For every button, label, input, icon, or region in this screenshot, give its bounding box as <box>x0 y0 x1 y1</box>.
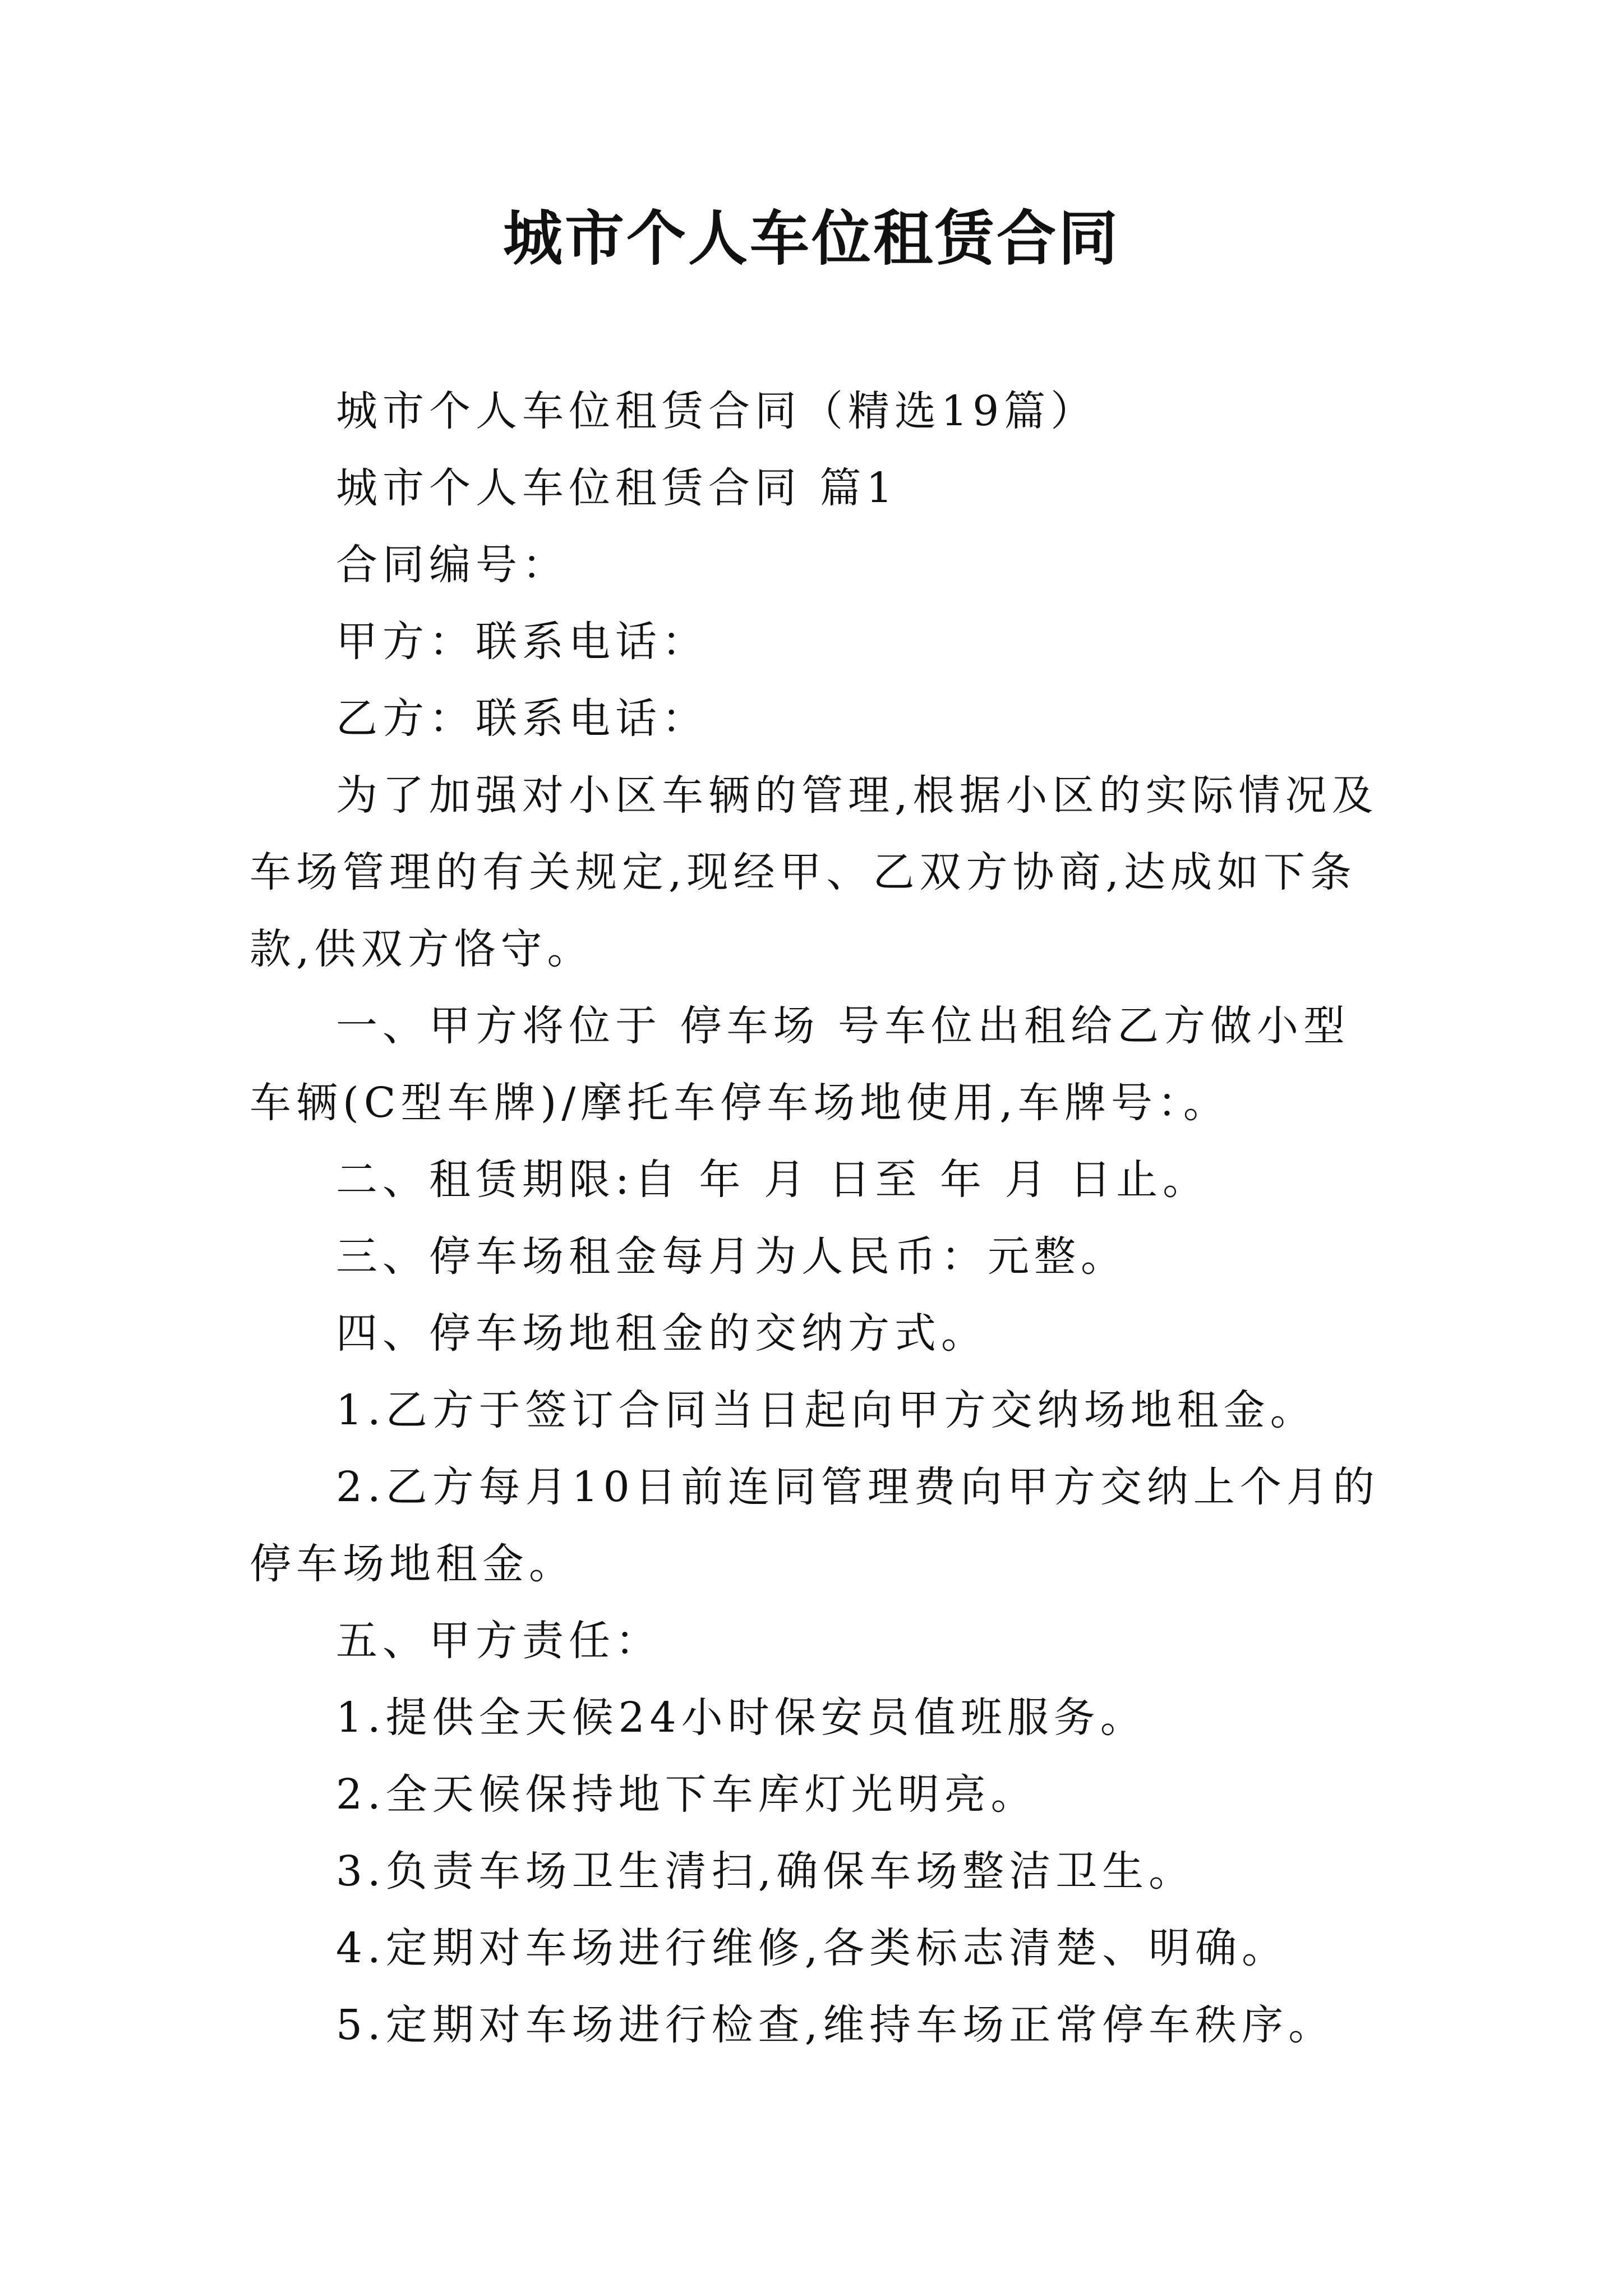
paragraph-clause-5-item-5: 5.定期对车场进行检查,维持车场正常停车秩序。 <box>336 2001 1335 2049</box>
document-title: 城市个人车位租赁合同 <box>503 203 1120 273</box>
paragraph-clause-5: 五、甲方责任： <box>336 1617 662 1665</box>
paragraph-clause-1: 一、甲方将位于 停车场 号车位出租给乙方做小型车辆(C型车牌)/摩托车停车场地使用,车牌号：。 <box>250 1002 1350 1127</box>
paragraph-clause-5-item-3: 3.负责车场卫生清扫,确保车场整洁卫生。 <box>336 1847 1196 1895</box>
paragraph-party-b: 乙方：联系电话： <box>336 694 708 743</box>
paragraph-clause-4-item-2: 2.乙方每月10日前连同管理费向甲方交纳上个月的停车场地租金。 <box>250 1463 1380 1588</box>
paragraph-clause-4-item-1: 1.乙方于签订合同当日起向甲方交纳场地租金。 <box>336 1386 1317 1434</box>
paragraph-clause-5-item-1: 1.提供全天候24小时保安员值班服务。 <box>336 1694 1147 1742</box>
paragraph-party-a: 甲方：联系电话： <box>336 618 708 666</box>
paragraph-clause-4: 四、停车场地租金的交纳方式。 <box>336 1309 988 1358</box>
paragraph-clause-3: 三、停车场租金每月为人民币：元整。 <box>336 1232 1127 1281</box>
paragraph-subtitle: 城市个人车位租赁合同（精选19篇） <box>336 387 1098 435</box>
paragraph-contract-number: 合同编号： <box>336 541 569 589</box>
paragraph-preamble: 为了加强对小区车辆的管理,根据小区的实际情况及车场管理的有关规定,现经甲、乙双方协商,达成如下条款,供双方恪守。 <box>250 771 1378 973</box>
paragraph-section-heading: 城市个人车位租赁合同 篇1 <box>336 464 898 512</box>
paragraph-clause-5-item-2: 2.全天候保持地下车库灯光明亮。 <box>336 1770 1038 1819</box>
paragraph-clause-2: 二、租赁期限:自 年 月 日至 年 月 日止。 <box>336 1156 1210 1204</box>
paragraph-clause-5-item-4: 4.定期对车场进行维修,各类标志清楚、明确。 <box>336 1924 1289 1972</box>
document-body <box>250 373 1382 2064</box>
